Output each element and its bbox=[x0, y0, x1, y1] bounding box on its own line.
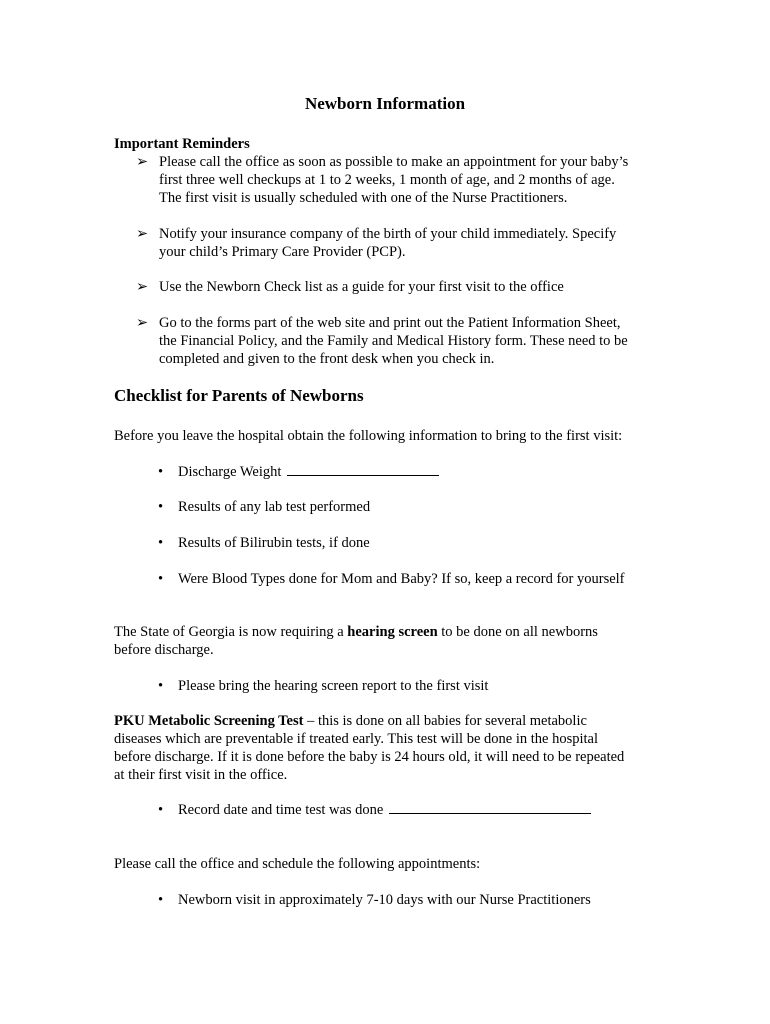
reminder-item bbox=[136, 278, 666, 296]
appointment-item-label: Newborn visit in approximately 7-10 days with our Nurse Practitioners bbox=[178, 892, 591, 908]
checklist-item bbox=[158, 463, 678, 481]
checklist-item-label: Discharge Weight bbox=[178, 464, 282, 480]
reminder-line: your child’s Primary Care Provider (PCP). bbox=[159, 244, 406, 260]
reminder-line: Notify your insurance company of the birth of your child immediately. Specify bbox=[159, 226, 617, 242]
checklist-item-label: Were Blood Types done for Mom and Baby? If so, keep a record for yourself bbox=[178, 571, 625, 587]
reminder-line: The first visit is usually scheduled with one of the Nurse Practitioners. bbox=[159, 190, 568, 206]
reminder-line: completed and given to the front desk when you check in. bbox=[159, 351, 495, 367]
bullet-icon: • bbox=[158, 892, 164, 908]
pku-text: at their first visit in the office. bbox=[114, 767, 288, 783]
arrow-bullet-icon: ➢ bbox=[136, 226, 149, 242]
checklist-item bbox=[158, 498, 678, 516]
reminder-line: the Financial Policy, and the Family and Medical History form. These need to be bbox=[159, 333, 628, 349]
reminder-line: Please call the office as soon as possible to make an appointment for your baby’s bbox=[159, 154, 629, 170]
pku-title: PKU Metabolic Screening Test bbox=[114, 713, 304, 729]
appointments-intro: Please call the office and schedule the following appointments: bbox=[114, 856, 481, 872]
pku-text: diseases which are preventable if treated early. This test will be done in the hospital bbox=[114, 731, 598, 747]
hearing-item bbox=[158, 677, 678, 695]
bullet-icon: • bbox=[158, 802, 164, 818]
checklist-item bbox=[158, 570, 678, 588]
pku-item-label: Record date and time test was done bbox=[178, 802, 384, 818]
discharge-weight-blank[interactable] bbox=[287, 463, 439, 476]
pku-text: before discharge. If it is done before the baby is 24 hours old, it will need to be repeated bbox=[114, 749, 625, 765]
pku-paragraph bbox=[114, 712, 659, 784]
bullet-icon: • bbox=[158, 464, 164, 480]
hearing-screen-emphasis: hearing screen bbox=[347, 624, 438, 640]
reminder-item bbox=[136, 153, 666, 207]
reminder-item bbox=[136, 225, 666, 261]
arrow-bullet-icon: ➢ bbox=[136, 279, 149, 295]
hearing-text: to be done on all newborns bbox=[437, 624, 598, 640]
hearing-text: before discharge. bbox=[114, 642, 214, 658]
arrow-bullet-icon: ➢ bbox=[136, 315, 149, 331]
reminders-heading: Important Reminders bbox=[114, 136, 250, 152]
test-date-time-blank[interactable] bbox=[389, 801, 591, 814]
pku-text: – this is done on all babies for several metabolic bbox=[303, 713, 587, 729]
reminder-item bbox=[136, 314, 666, 368]
checklist-item-label: Results of any lab test performed bbox=[178, 499, 371, 515]
bullet-icon: • bbox=[158, 499, 164, 515]
reminder-line: first three well checkups at 1 to 2 weeks, 1 month of age, and 2 months of age. bbox=[159, 172, 615, 188]
hearing-paragraph bbox=[114, 623, 659, 659]
checklist-intro: Before you leave the hospital obtain the following information to bring to the first visit: bbox=[114, 428, 623, 444]
bullet-icon: • bbox=[158, 571, 164, 587]
bullet-icon: • bbox=[158, 535, 164, 551]
reminder-line: Go to the forms part of the web site and print out the Patient Information Sheet, bbox=[159, 315, 621, 331]
checklist-item-label: Results of Bilirubin tests, if done bbox=[178, 535, 370, 551]
hearing-text: The State of Georgia is now requiring a bbox=[114, 624, 348, 640]
bullet-icon: • bbox=[158, 678, 164, 694]
arrow-bullet-icon: ➢ bbox=[136, 154, 149, 170]
hearing-item-label: Please bring the hearing screen report to the first visit bbox=[178, 678, 489, 694]
checklist-item bbox=[158, 534, 678, 552]
pku-item bbox=[158, 801, 678, 819]
page-title: Newborn Information bbox=[304, 94, 466, 113]
checklist-heading: Checklist for Parents of Newborns bbox=[114, 386, 364, 405]
appointment-item bbox=[158, 891, 678, 909]
reminder-line: Use the Newborn Check list as a guide for your first visit to the office bbox=[159, 279, 564, 295]
